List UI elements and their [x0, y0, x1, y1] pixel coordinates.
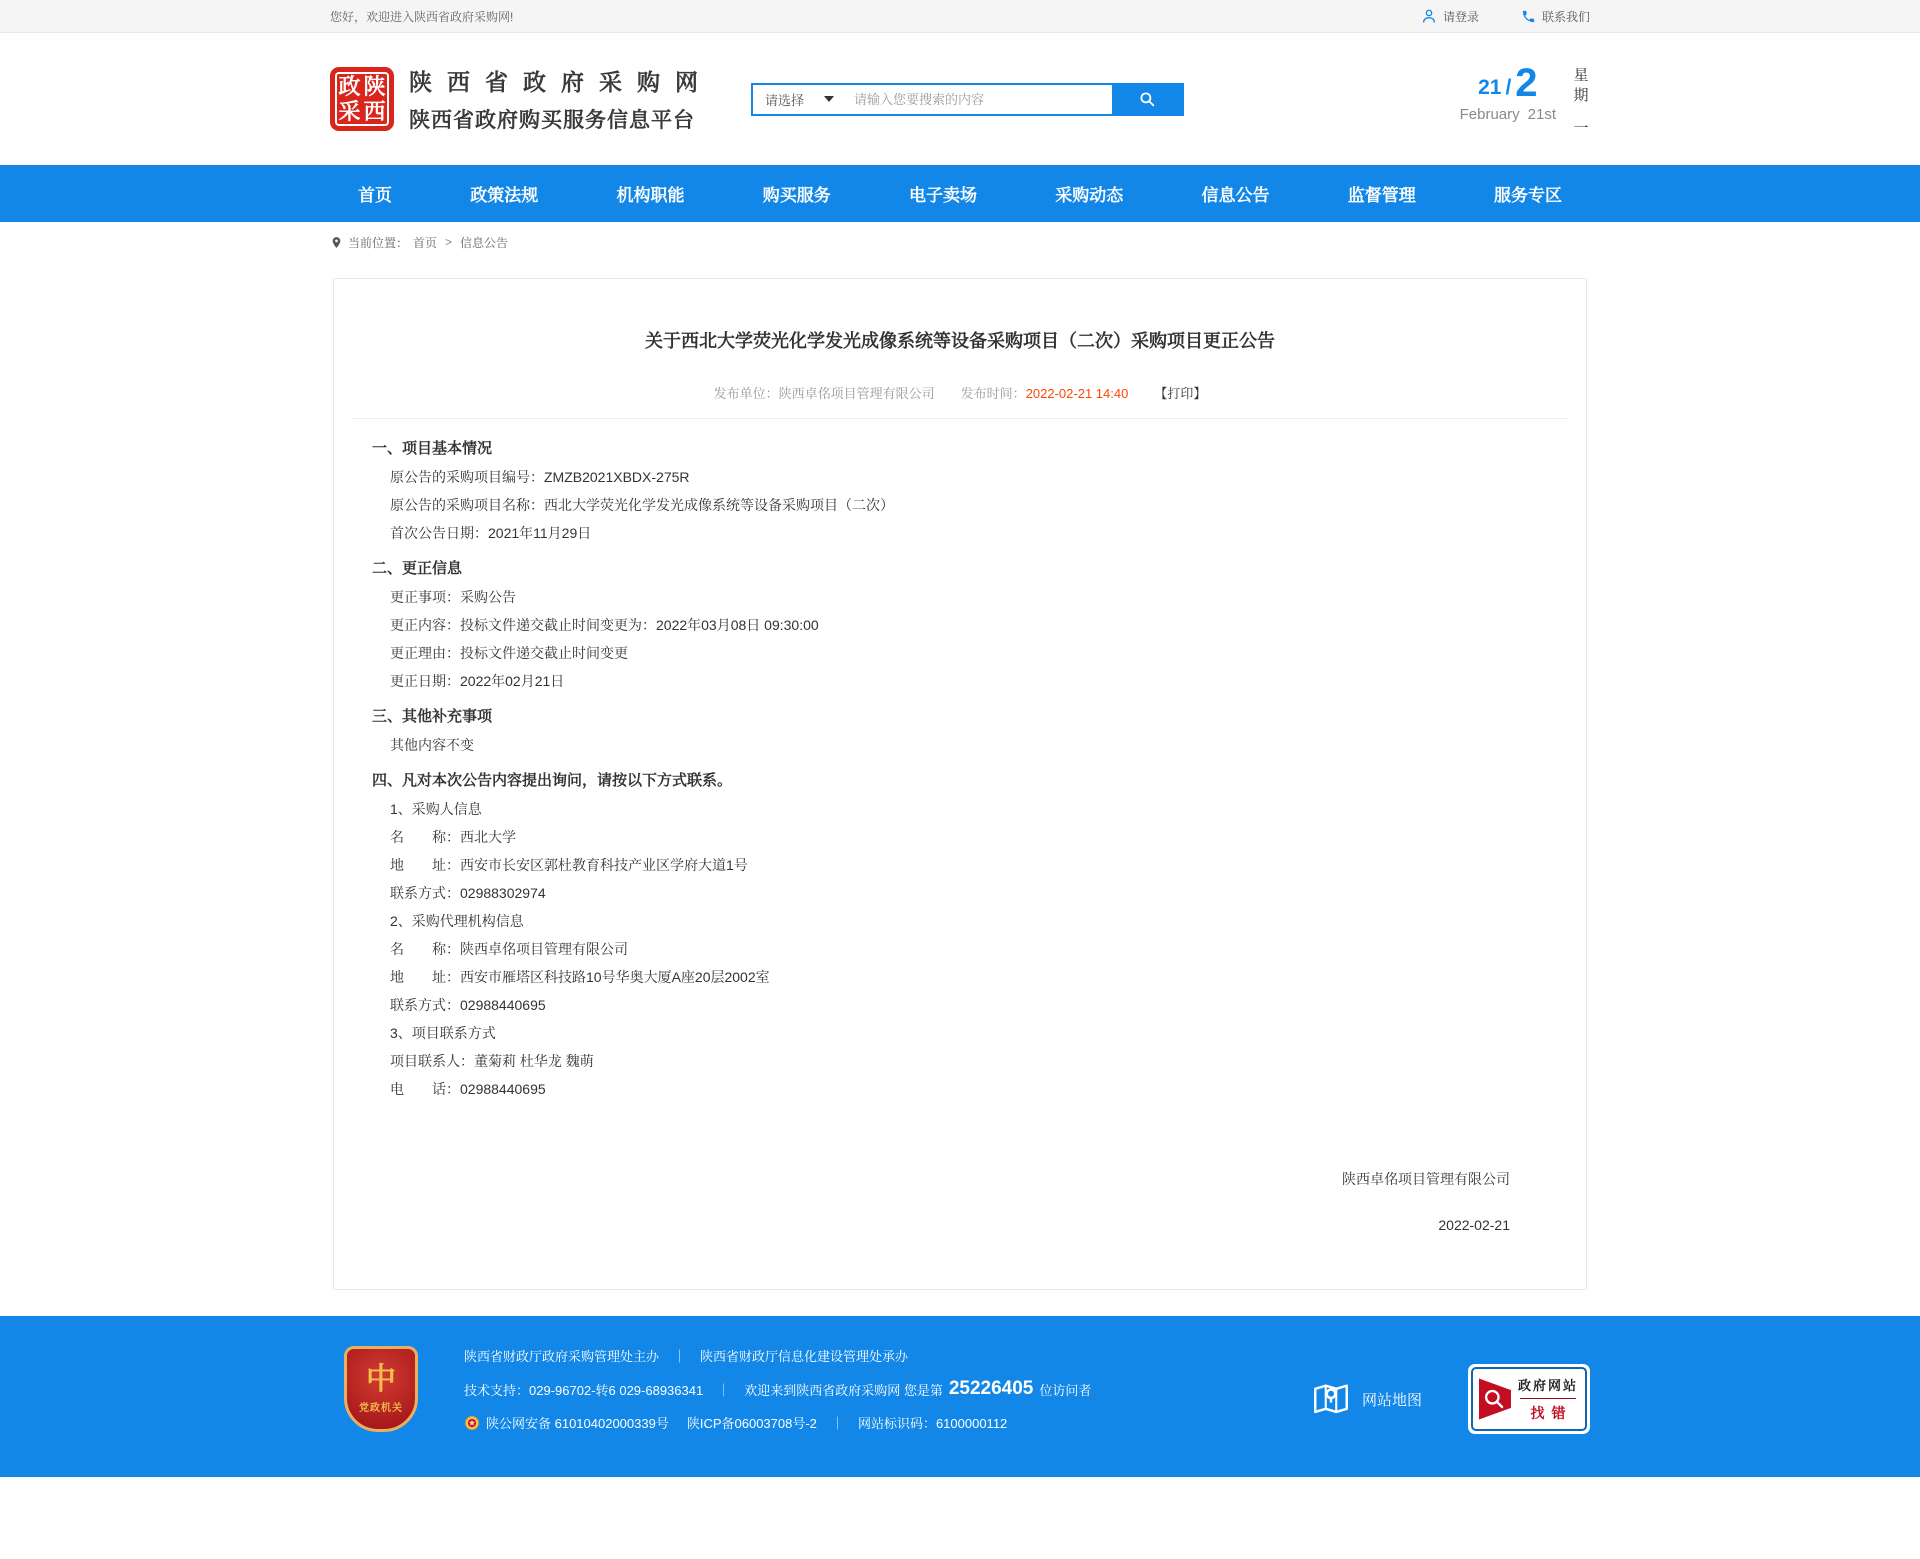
nav-item-purchase-services[interactable]: 购买服务	[762, 186, 831, 205]
paragraph: 其他内容不变	[390, 737, 474, 753]
section-heading: 四、凡对本次公告内容提出询问，请按以下方式联系。	[372, 772, 733, 789]
article-meta	[352, 383, 1568, 419]
site-logo	[330, 67, 394, 131]
paragraph: 名 称：陕西卓佲项目管理有限公司	[390, 941, 628, 957]
phone-icon	[1521, 9, 1536, 24]
logo-char: 西	[363, 98, 386, 124]
error-badge-action: 找错	[1530, 1405, 1573, 1421]
party-emblem-icon: 中	[366, 1362, 396, 1396]
search-category-select[interactable]	[753, 85, 846, 114]
sitemap-link[interactable]	[1310, 1378, 1422, 1420]
section-heading: 三、其他补充事项	[372, 708, 493, 725]
visitor-count: 25226405	[948, 1378, 1034, 1399]
search-select-label: 请选择	[765, 92, 805, 108]
error-report-flag-icon	[1479, 1378, 1511, 1420]
welcome-text: 您好，欢迎进入陕西省政府采购网!	[330, 9, 514, 24]
organizer-text: 陕西省财政厅政府采购管理处主办	[464, 1349, 660, 1364]
print-button[interactable]: 【打印】	[1154, 386, 1207, 401]
date-separator: /	[1505, 76, 1512, 99]
paragraph: 更正日期：2022年02月21日	[390, 673, 565, 689]
icp-beian-link[interactable]: 陕ICP备06003708号-2	[686, 1416, 817, 1431]
contact-us-link[interactable]	[1521, 8, 1590, 25]
footer-separator: ｜	[830, 1416, 844, 1431]
site-subtitle: 陕西省政府购买服务信息平台	[409, 109, 695, 132]
visitor-suffix-text: 位访问者	[1039, 1382, 1092, 1398]
nav-item-info-announcements[interactable]: 信息公告	[1201, 186, 1270, 205]
sitemap-label: 网站地图	[1361, 1391, 1422, 1409]
publish-time-value: 2022-02-21 14:40	[1025, 386, 1129, 401]
breadcrumb-home-link[interactable]: 首页	[413, 235, 438, 250]
date-month-name: February	[1459, 106, 1520, 123]
nav-item-functions[interactable]: 机构职能	[616, 186, 685, 205]
section-heading: 二、更正信息	[372, 560, 463, 577]
footer-separator: ｜	[717, 1382, 731, 1398]
search-input[interactable]	[846, 85, 1112, 114]
chevron-down-icon	[824, 96, 834, 102]
site-title: 陕西省政府采购网	[409, 69, 713, 95]
paragraph: 更正内容：投标文件递交截止时间变更为：2022年03月08日 09:30:00	[390, 617, 819, 633]
footer-separator: ｜	[673, 1349, 687, 1364]
main-nav	[0, 165, 1920, 222]
error-badge-divider	[1520, 1398, 1576, 1399]
site-identifier-text: 网站标识码：6100000112	[857, 1416, 1008, 1431]
paragraph: 更正理由：投标文件递交截止时间变更	[390, 645, 628, 661]
paragraph: 电 话：02988440695	[390, 1081, 546, 1097]
paragraph: 首次公告日期：2021年11月29日	[390, 525, 592, 541]
announcement-article	[333, 278, 1587, 1290]
article-body	[334, 419, 1586, 1103]
footer-beian-line	[464, 1413, 1091, 1432]
contact-us-label: 联系我们	[1541, 9, 1590, 24]
weekday-value: 一	[1573, 120, 1589, 137]
tech-support-text: 技术支持：029-96702-转6 029-68936341	[464, 1382, 704, 1398]
signature-date: 2022-02-21	[1438, 1217, 1510, 1233]
paragraph: 联系方式：02988440695	[390, 997, 546, 1013]
publish-time-label: 发布时间：	[960, 386, 1026, 401]
user-icon	[1421, 8, 1437, 24]
signature-company: 陕西卓佲项目管理有限公司	[1342, 1171, 1510, 1187]
nav-item-procurement-news[interactable]: 采购动态	[1055, 186, 1124, 205]
nav-item-e-marketplace[interactable]: 电子卖场	[909, 186, 977, 205]
breadcrumb-current[interactable]: 信息公告	[460, 235, 509, 250]
paragraph: 原公告的采购项目编号：ZMZB2021XBDX-275R	[390, 469, 690, 485]
login-label: 请登录	[1442, 9, 1479, 24]
breadcrumb	[0, 222, 1920, 262]
error-badge-title: 政府网站	[1517, 1378, 1578, 1393]
police-badge-icon	[464, 1415, 480, 1431]
police-beian-text: 陕公网安备 61010402000339号	[486, 1416, 669, 1431]
site-footer	[0, 1316, 1920, 1477]
paragraph: 地 址：西安市雁塔区科技路10号华奥大厦A座20层2002室	[390, 969, 770, 985]
login-link[interactable]	[1421, 8, 1479, 25]
search-button[interactable]	[1112, 85, 1182, 114]
section-heading: 一、项目基本情况	[372, 440, 493, 457]
party-badge-label: 党政机关	[359, 1402, 403, 1414]
breadcrumb-separator: >	[445, 235, 453, 249]
publisher-label: 发布单位：	[713, 386, 779, 401]
sitemap-icon	[1310, 1378, 1352, 1420]
signature-block	[334, 1169, 1586, 1233]
footer-organizer-line	[464, 1346, 1091, 1365]
paragraph: 联系方式：02988302974	[390, 885, 546, 901]
paragraph: 原公告的采购项目名称：西北大学荧光化学发光成像系统等设备采购项目（二次）	[390, 497, 894, 513]
weekday-prefix: 星期	[1573, 67, 1589, 104]
party-government-badge	[344, 1346, 418, 1432]
nav-item-service-zone[interactable]: 服务专区	[1494, 186, 1562, 205]
page-title: 关于西北大学荧光化学发光成像系统等设备采购项目（二次）采购项目更正公告	[645, 331, 1275, 351]
nav-item-policies[interactable]: 政策法规	[470, 186, 539, 205]
paragraph: 2、采购代理机构信息	[390, 913, 524, 929]
visitor-welcome-text: 欢迎来到陕西省政府采购网 您是第	[744, 1382, 943, 1398]
paragraph: 项目联系人：董菊莉 杜华龙 魏萌	[390, 1053, 594, 1069]
search-bar	[751, 83, 1184, 116]
date-widget	[1460, 60, 1590, 138]
site-header	[0, 33, 1920, 165]
logo-char: 采	[338, 98, 361, 124]
location-pin-icon	[330, 235, 343, 250]
nav-item-supervision[interactable]: 监督管理	[1347, 186, 1416, 205]
site-logo-brand[interactable]	[330, 64, 713, 134]
paragraph: 1、采购人信息	[390, 801, 482, 817]
footer-support-line	[464, 1378, 1091, 1400]
date-day: 21	[1478, 76, 1502, 99]
paragraph: 3、项目联系方式	[390, 1025, 496, 1041]
breadcrumb-prefix: 当前位置：	[348, 235, 409, 250]
paragraph: 地 址：西安市长安区郭杜教育科技产业区学府大道1号	[390, 857, 748, 873]
paragraph: 更正事项：采购公告	[390, 589, 516, 605]
top-utility-bar	[0, 0, 1920, 33]
date-month-number: 2	[1515, 61, 1538, 105]
co-organizer-text: 陕西省财政厅信息化建设管理处承办	[700, 1349, 909, 1364]
publisher-value: 陕西卓佲项目管理有限公司	[778, 386, 935, 401]
date-day-ordinal: 21st	[1527, 106, 1556, 123]
police-beian-link[interactable]	[464, 1413, 669, 1432]
logo-char: 陕	[363, 73, 386, 99]
logo-char: 政	[338, 73, 361, 99]
paragraph: 名 称：西北大学	[390, 829, 516, 845]
search-icon	[1138, 90, 1156, 108]
nav-item-home[interactable]: 首页	[358, 186, 392, 205]
gov-site-error-report-badge[interactable]	[1468, 1364, 1590, 1434]
